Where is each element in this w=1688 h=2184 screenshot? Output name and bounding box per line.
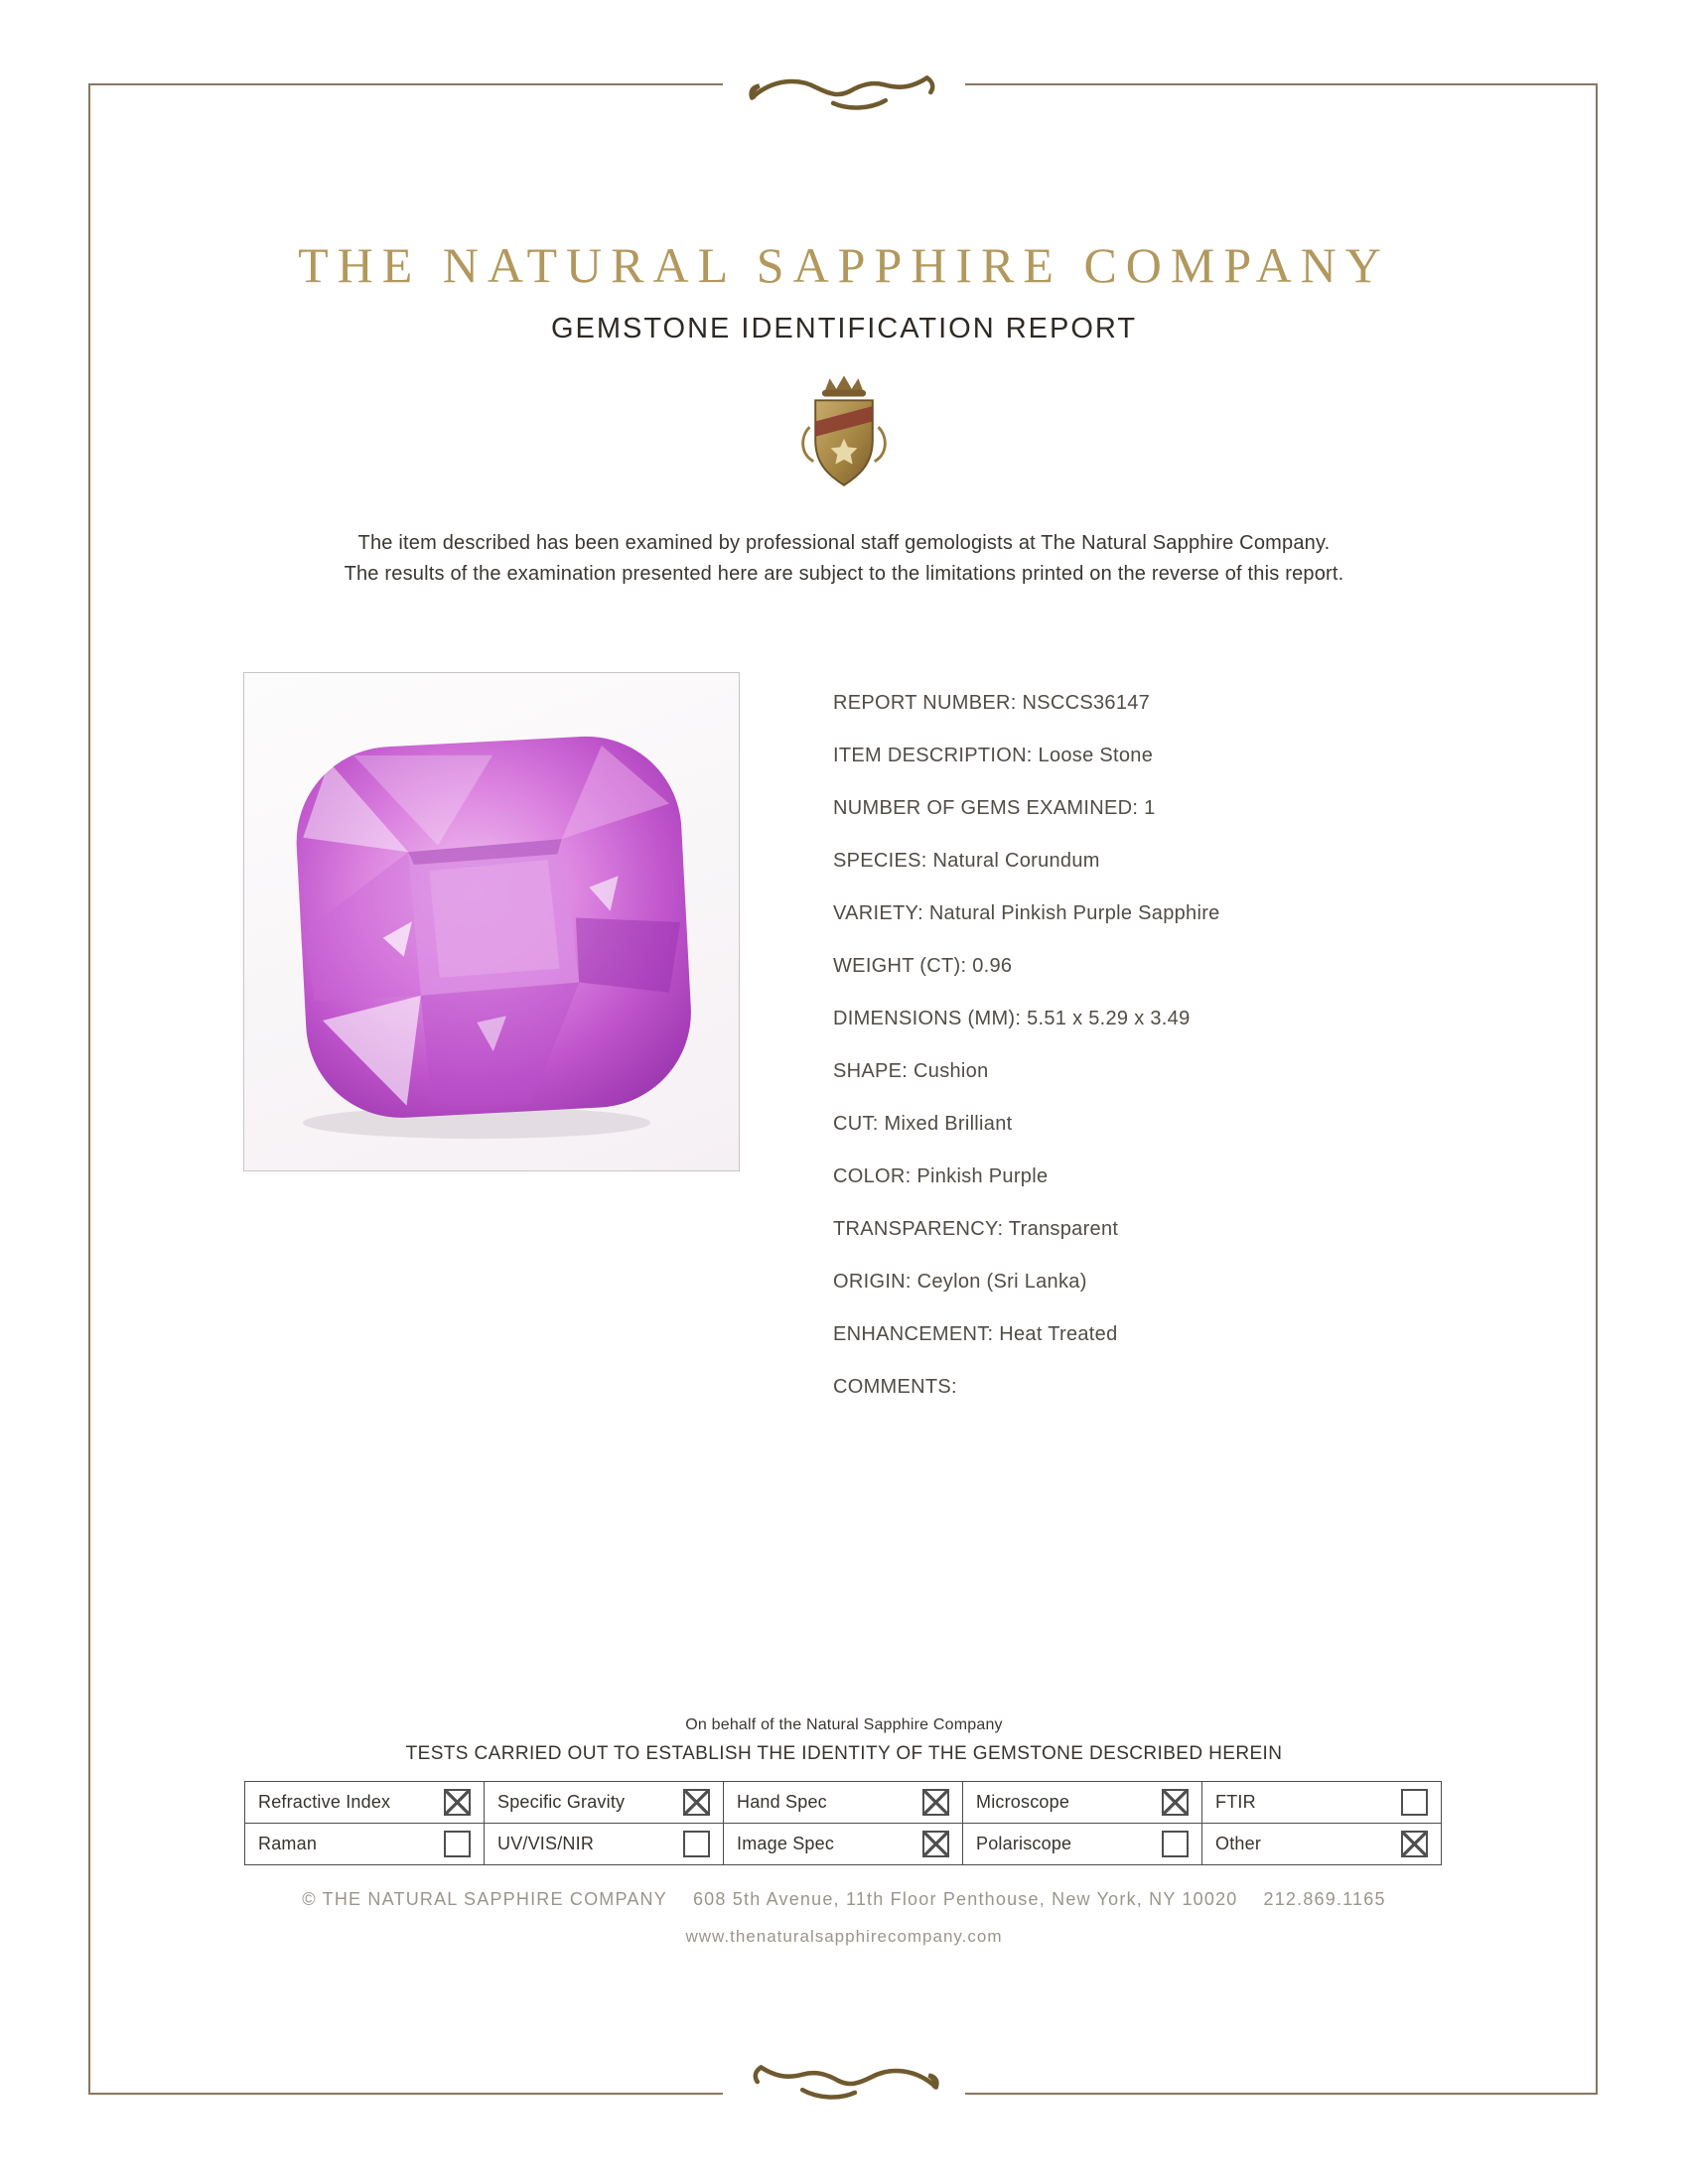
flourish-icon (745, 71, 943, 113)
test-label: Microscope (976, 1792, 1070, 1812)
test-label: Polariscope (976, 1834, 1072, 1853)
uv-vis-nir-checkbox (683, 1831, 710, 1857)
field-label: DIMENSIONS (MM): (833, 1008, 1022, 1029)
test-cell-uv-vis-nir (485, 1824, 724, 1865)
field-color (833, 1151, 1449, 1203)
field-value: Cushion (914, 1060, 989, 1082)
test-cell-specific-gravity (485, 1782, 724, 1824)
footer-address: 608 5th Avenue, 11th Floor Penthouse, New York, NY 10020 (692, 1889, 1238, 1909)
test-cell-refractive-index (245, 1782, 485, 1824)
field-value: 5.51 x 5.29 x 3.49 (1027, 1008, 1191, 1029)
footer-website: www.thenaturalsapphirecompany.com (685, 1927, 1003, 1946)
tests-heading: TESTS CARRIED OUT TO ESTABLISH THE IDENTITY OF THE GEMSTONE DESCRIBED HEREIN (405, 1743, 1283, 1764)
field-label: WEIGHT (CT): (833, 955, 967, 977)
field-enhancement (833, 1308, 1449, 1361)
test-cell-other (1202, 1824, 1442, 1865)
test-cell-ftir (1202, 1782, 1442, 1824)
test-label: Image Spec (737, 1834, 835, 1853)
field-shape (833, 1045, 1449, 1098)
intro-line-2: The results of the examination presented here are subject to the limitations printed on the reverse of this report. (344, 563, 1344, 585)
bottom-flourish-ornament (723, 2061, 965, 2103)
field-weight (833, 940, 1449, 993)
field-value: NSCCS36147 (1022, 692, 1151, 714)
test-label: Raman (258, 1834, 318, 1853)
test-label: Specific Gravity (497, 1792, 626, 1812)
footer-phone: 212.869.1165 (1263, 1889, 1386, 1909)
gem-photo (243, 672, 740, 1171)
field-value: Mixed Brilliant (884, 1113, 1013, 1135)
test-cell-polariscope (963, 1824, 1202, 1865)
tests-table (244, 1781, 1442, 1865)
footer-copyright: © THE NATURAL SAPPHIRE COMPANY (302, 1889, 667, 1909)
report-fields (833, 677, 1449, 1414)
field-species (833, 835, 1449, 887)
field-label: CUT: (833, 1113, 879, 1135)
test-cell-hand-spec (724, 1782, 963, 1824)
test-label: UV/VIS/NIR (497, 1834, 595, 1853)
field-label: TRANSPARENCY: (833, 1218, 1004, 1240)
test-label: FTIR (1215, 1792, 1256, 1812)
examination-statement (0, 528, 1688, 590)
specific-gravity-checkbox (683, 1789, 710, 1816)
raman-checkbox (444, 1831, 471, 1857)
other-checkbox (1401, 1831, 1428, 1857)
field-label: ENHANCEMENT: (833, 1323, 994, 1345)
field-value: Pinkish Purple (916, 1165, 1049, 1187)
field-value: Natural Corundum (932, 850, 1100, 872)
field-label: SPECIES: (833, 850, 927, 872)
report-title: GEMSTONE IDENTIFICATION REPORT (550, 313, 1138, 344)
test-label: Refractive Index (258, 1792, 391, 1812)
field-label: ORIGIN: (833, 1271, 912, 1293)
field-origin (833, 1256, 1449, 1308)
field-cut (833, 1098, 1449, 1151)
field-item-description (833, 730, 1449, 782)
test-label: Other (1215, 1834, 1262, 1853)
field-value: 0.96 (972, 955, 1013, 977)
tests-row-1 (245, 1782, 1442, 1824)
company-name: THE NATURAL SAPPHIRE COMPANY (298, 237, 1390, 293)
tests-row-2 (245, 1824, 1442, 1865)
test-cell-microscope (963, 1782, 1202, 1824)
field-value: Loose Stone (1038, 745, 1154, 766)
test-cell-raman (245, 1824, 485, 1865)
field-variety (833, 887, 1449, 940)
field-label: ITEM DESCRIPTION: (833, 745, 1033, 766)
field-report-number (833, 677, 1449, 730)
field-label: NUMBER OF GEMS EXAMINED: (833, 797, 1139, 819)
company-crest-icon (796, 369, 892, 494)
field-label: VARIETY: (833, 902, 923, 924)
flourish-icon (745, 2061, 943, 2103)
field-label: COMMENTS: (833, 1376, 957, 1398)
field-dimensions (833, 993, 1449, 1045)
field-value: Heat Treated (999, 1323, 1118, 1345)
field-value: Natural Pinkish Purple Sapphire (928, 902, 1220, 924)
ftir-checkbox (1401, 1789, 1428, 1816)
field-value: Transparent (1008, 1218, 1119, 1240)
test-label: Hand Spec (737, 1792, 827, 1812)
field-value: Ceylon (Sri Lanka) (916, 1271, 1087, 1293)
hand-spec-checkbox (922, 1789, 949, 1816)
on-behalf-text: On behalf of the Natural Sapphire Company (685, 1716, 1003, 1733)
field-comments (833, 1361, 1449, 1414)
polariscope-checkbox (1162, 1831, 1189, 1857)
field-transparency (833, 1203, 1449, 1256)
gem-image (263, 694, 720, 1151)
refractive-index-checkbox (444, 1789, 471, 1816)
top-flourish-ornament (723, 71, 965, 113)
field-label: REPORT NUMBER: (833, 692, 1017, 714)
microscope-checkbox (1162, 1789, 1189, 1816)
intro-line-1: The item described has been examined by professional staff gemologists at The Natural Sapphire Company. (357, 532, 1331, 554)
footer-contact (0, 1889, 1688, 1910)
image-spec-checkbox (922, 1831, 949, 1857)
field-value: 1 (1144, 797, 1156, 819)
field-label: COLOR: (833, 1165, 912, 1187)
field-label: SHAPE: (833, 1060, 909, 1082)
field-number-of-gems (833, 782, 1449, 835)
test-cell-image-spec (724, 1824, 963, 1865)
